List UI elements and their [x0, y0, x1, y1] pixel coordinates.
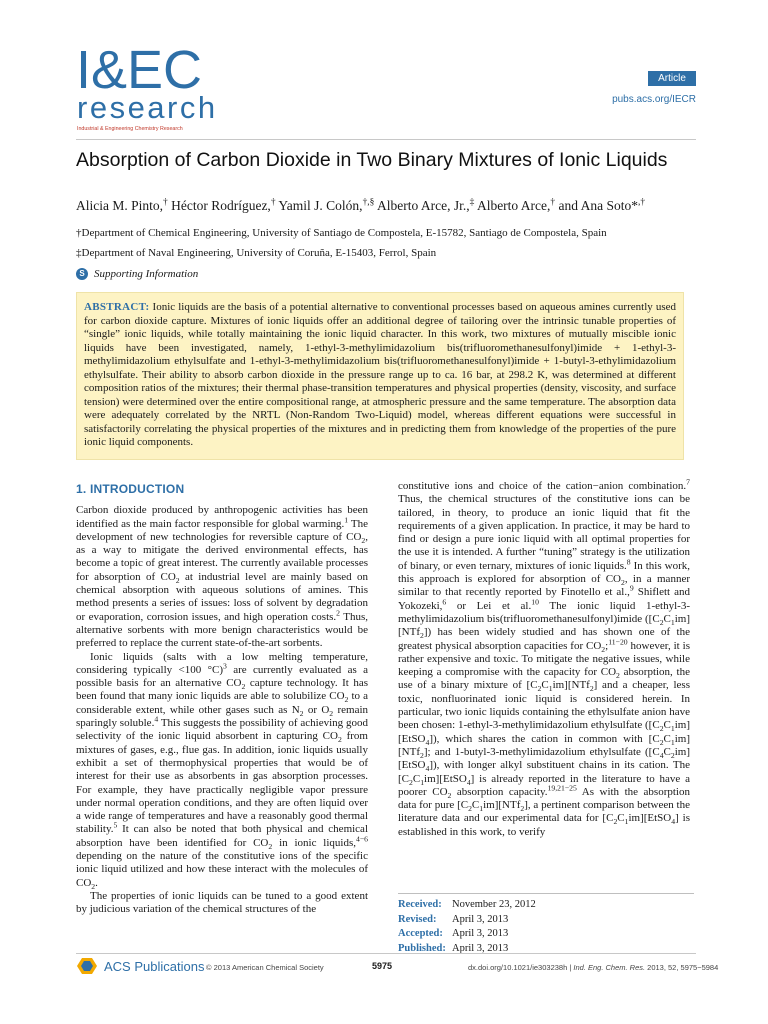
supporting-info-icon: S: [76, 268, 88, 280]
publisher-name: ACS Publications: [104, 958, 205, 974]
left-column: [76, 483, 368, 917]
paragraph: The properties of ionic liquids can be tuned to a good extent by judicious variation of the chemical structures of the: [76, 889, 368, 916]
author-list: Alicia M. Pinto,† Héctor Rodríguez,† Yamil J. Colón,†,§ Alberto Arce, Jr.,‡ Alberto Arce,† and Ana Soto*,†: [76, 197, 646, 213]
article-type-tab: Article: [648, 71, 696, 86]
journal-url[interactable]: pubs.acs.org/IECR: [612, 94, 696, 105]
history-dates: [398, 893, 694, 956]
date-row: Received: November 23, 2012: [398, 899, 536, 910]
supporting-info-label: Supporting Information: [94, 268, 199, 280]
date-row: Revised: April 3, 2013: [398, 913, 509, 925]
logo-iec-text: I&EC: [76, 42, 203, 100]
paragraph: Ionic liquids (salts with a low melting temperature, considering typically <100 °C)$^3$ are currently evaluated as a possible basis for an alternative $CO_2$ capture technology. It has been found that many ionic liquids are able to solubilize $CO_2$ to a considerable extent, while other gases such as $N_2$ or $O_2$ remain sparingly soluble.$^4$ This suggests the possibility of achieving good selectivity of the ionic liquid absorbent in capturing $CO_2$ from mixtures of gases, e.g., flue gas. In addition, ionic liquids usually exhibit a set of thermophysical properties that would be of interest for their use as absorbents in gas absorption processes. For example, they have practically negligible vapor pressure under normal operation conditions, and they are often liquid over a wide range of temperatures and have a reasonably good thermal stability.$^5$ It can also be noted that both physical and chemical absorption have been identified for $CO_2$ in ionic liquids,$^{4-6}$ depending on the nature of the constitutive ions of the specific ionic liquid utilized and how these interact with the molecules of $CO_2$.: [76, 650, 369, 891]
supporting-information-link[interactable]: [76, 268, 198, 280]
page-number: 5975: [372, 961, 393, 971]
affiliation-1: †Department of Chemical Engineering, University of Santiago de Compostela, E-15782, Santiago de Compostela, Spain: [76, 227, 607, 239]
section-heading: 1. INTRODUCTION: [76, 482, 185, 496]
journal-logo: [76, 42, 226, 134]
doi-citation[interactable]: dx.doi.org/10.1021/ie303238h | Ind. Eng. Chem. Res. 2013, 52, 5975−5984: [468, 963, 719, 972]
article-title: Absorption of Carbon Dioxide in Two Binary Mixtures of Ionic Liquids: [76, 149, 668, 171]
abstract-text: Ionic liquids are the basis of a potential alternative to conventional processes based on aqueous amines currently used for carbon dioxide capture. Mixtures of ionic liquids offer an additional degree of tailoring over the intrinsic tunable properties of “single” ionic liquids, while totally maintaining the ionic liquid character. In this work, two mixtures of mutually miscible ionic liquids have been investigated, namely, 1-ethyl-3-methylimidazolium bis(trifluoromethanesulfonyl)imide + 1-ethyl-3-methylimidazolium ethylsulfate and 1-ethyl-3-methylimidazolium bis(trifluoromethanesulfonyl)imide + 1-butyl-3-ethylimidazolium ethylsulfate. Their ability to absorb carbon dioxide in the pressure range up to ca. 16 bar, at 298.2 K, was determined at different composition ratios of the mixtures; their thermal phase-transition temperatures and physical properties (density, viscosity, and surface tension) were determined over the entire compositional range, at atmospheric pressure and the same temperature. The absorption data were adequately correlated by the NRTL (Non-Random Two-Liquid) model, whereas different equations were successful in satisfactorily correlating the physical properties of the mixtures and in predicting them from knowledge of the properties of the pure ionic liquid components.: [84, 301, 677, 448]
paragraph: Carbon dioxide produced by anthropogenic activities has been identified as the main factor responsible for global warming.$^1$ The development of new technologies for reversible capture of $CO_2$, as a way to mitigate the derived environmental effects, has become a topic of great interest. The currently available processes for absorption of $CO_2$ at industrial level are mainly based on chemical absorption with aqueous solutions of amines. This method presents a series of issues: loss of solvent by degradation or evaporation, corrosion issues, and high operation costs.$^2$ Thus, alternative sorbents with more benign characteristics would be preferred to replace the current state-of-the-art sorbents.: [76, 504, 368, 650]
right-column: [398, 477, 690, 839]
acs-hexagon-icon: [76, 957, 98, 975]
header-divider: [76, 139, 696, 140]
abstract-label: ABSTRACT:: [84, 301, 150, 313]
paragraph: constitutive ions and choice of the cation−anion combination.$^7$ Thus, the chemical structures of the constitutive ions can be tailored, in theory, to produce an ionic liquid that fit the requirements of a given application. In practice, it may be hard to find or design a pure ionic liquid with all optimal properties for the use it is intended. A further “tuning” strategy is the utilization of binary, or even ternary, mixtures of ionic liquids.$^8$ In this work, this approach is explored for absorption of $CO_2$, in a manner similar to that recently reported by Finotello et al.,$^9$ Shiflett and Yokozeki,$^6$ or Lei et al.$^{10}$ The ionic liquid 1-ethyl-3-methylimidazolium bis(trifluoromethanesulfonyl)imide $([C_2C_1im][NTf_2])$ has been widely studied and has shown one of the greatest physical absorption capacities for $CO_2;^{11-20}$ however, it is rather expensive and toxic. To mitigate the negative issues, while keeping a compromise with the capacity for $CO_2$ absorption, the use of a binary mixture of $[C_2C_1im][NTf_2]$ and a cheaper, less toxic, nonfluorinated ionic liquid is considered herein. In particular, two ionic liquids containing the ethylsulfate anion have been chosen: 1-ethyl-3-methylimidazolium ethylsulfate $([C_2C_1im][EtSO_4])$, which shares the cation in common with $[C_2C_1im][NTf_2]$; and 1-butyl-3-methylimidazolium ethylsulfate $([C_4C_2im][EtSO_4])$, with longer alkyl substituent chains in its cation. The $[C_2C_1im][EtSO_4]$ is already reported in the literature to have a poorer $CO_2$ absorption capacity.$^{19,21-25}$ As with the absorption data for pure $[C_2C_1im][NTf_2]$, a pertinent comparison between the literature data and our experimental data for $[C_2C_1im][EtSO_4]$ is established in this work, to verify: [398, 477, 690, 838]
abstract-box: [76, 292, 684, 460]
acs-publications-logo[interactable]: [76, 957, 204, 975]
date-row: Published: April 3, 2013: [398, 942, 509, 954]
date-row: Accepted: April 3, 2013: [398, 928, 509, 939]
footer-divider: [76, 953, 696, 954]
copyright: © 2013 American Chemical Society: [206, 963, 324, 972]
logo-research-text: research: [77, 90, 218, 125]
logo-tagline: Industrial & Engineering Chemistry Research: [77, 126, 183, 132]
affiliation-2: ‡Department of Naval Engineering, University of Coruña, E-15403, Ferrol, Spain: [76, 247, 437, 259]
